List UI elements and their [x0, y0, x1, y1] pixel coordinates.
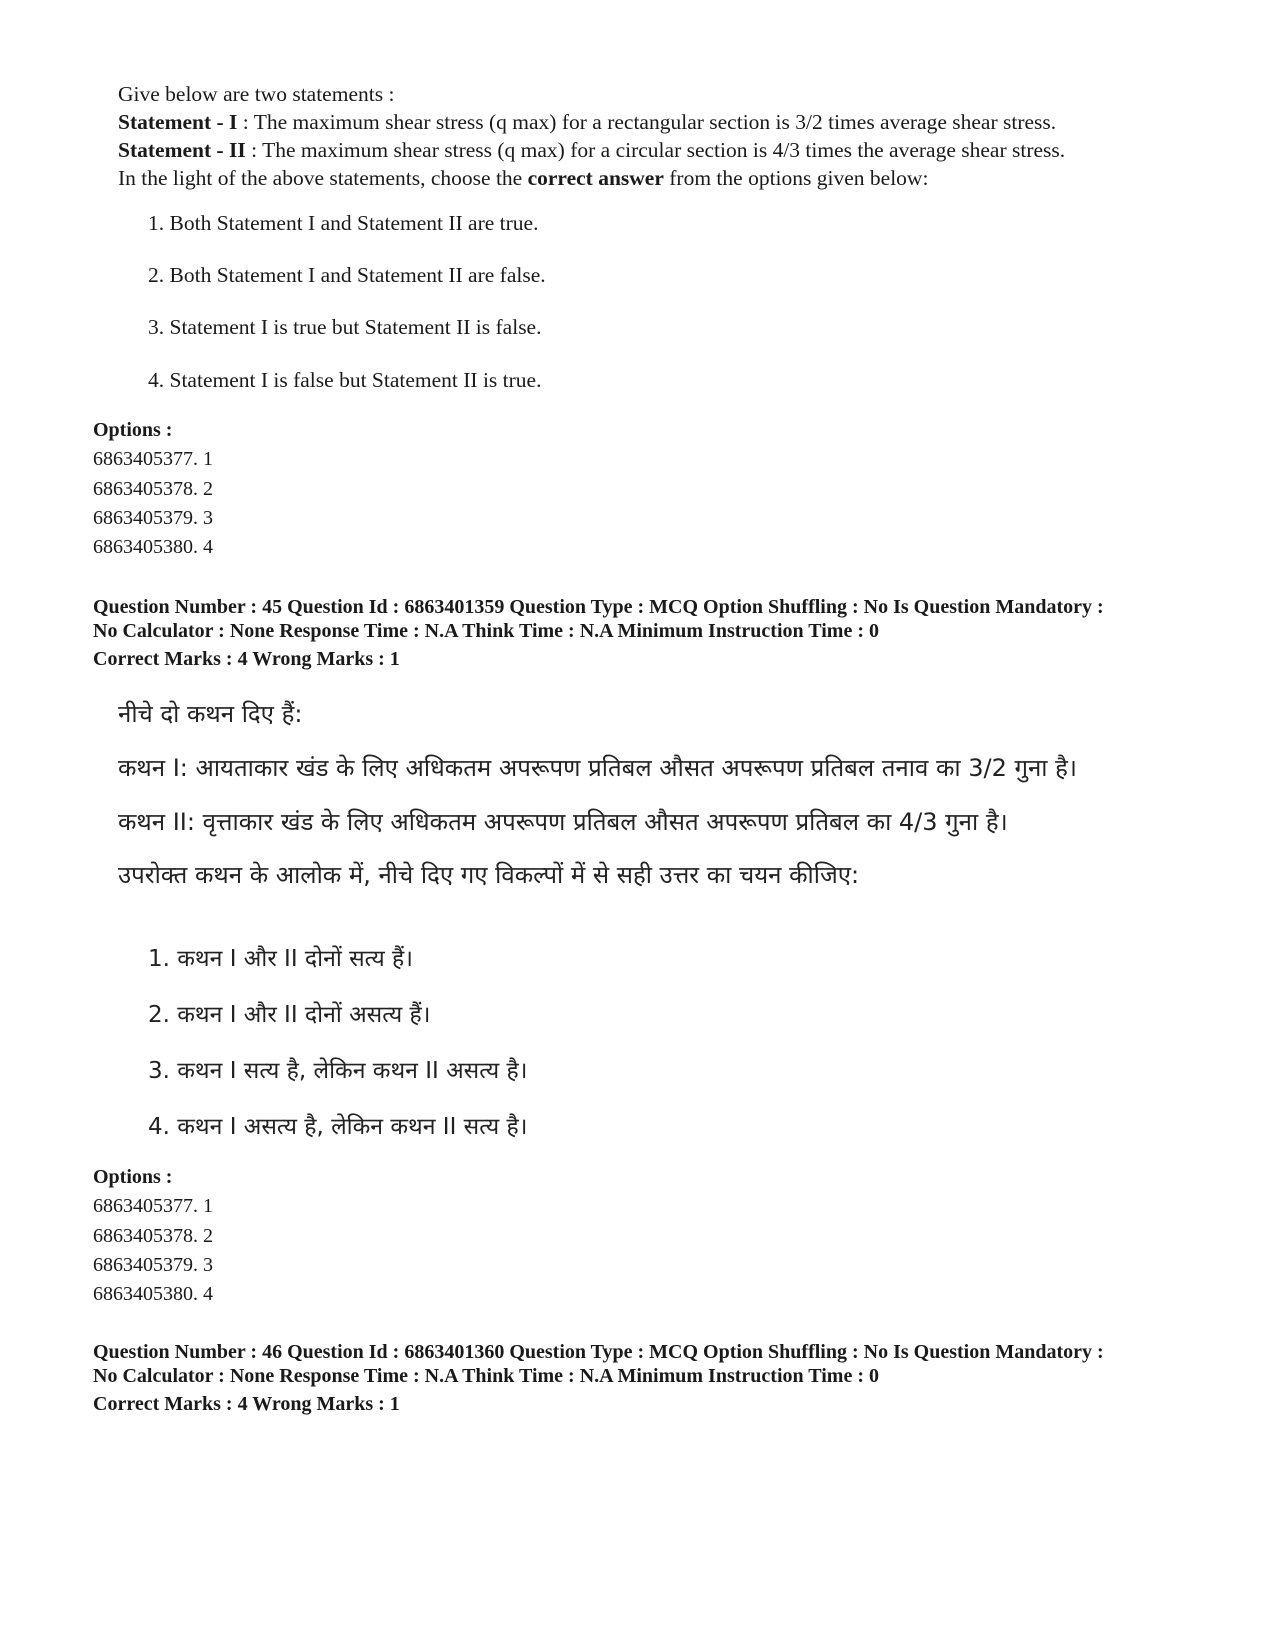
q46-meta-line-2: No Calculator : None Response Time : N.A Think Time : N.A Minimum Instruction Time : 0	[93, 1365, 879, 1387]
q45-option-3: 6863405379. 3	[93, 1253, 213, 1276]
q46-meta-line-1: Question Number : 46 Question Id : 6863401360 Question Type : MCQ Option Shuffling : No Is Question Mandatory :	[93, 1341, 1104, 1363]
q44-prompt-pre: In the light of the above statements, choose the	[118, 166, 528, 190]
q44-choice-3: 3. Statement I is true but Statement II is false.	[148, 315, 542, 339]
q44-prompt	[118, 164, 1065, 192]
q45-meta-line-2: No Calculator : None Response Time : N.A Think Time : N.A Minimum Instruction Time : 0	[93, 620, 879, 642]
q45-option-1: 6863405377. 1	[93, 1195, 213, 1218]
q45-hindi-choice-3: 3. कथन I सत्य है, लेकिन कथन II असत्य है।	[148, 1058, 528, 1084]
q45-meta-line-1: Question Number : 45 Question Id : 6863401359 Question Type : MCQ Option Shuffling : No Is Question Mandatory :	[93, 596, 1104, 618]
q45-hindi-choice-2: 2. कथन I और II दोनों असत्य हैं।	[148, 1002, 431, 1028]
q44-statement-2-text: : The maximum shear stress (q max) for a circular section is 4/3 times the average shear stress.	[245, 138, 1066, 162]
q44-statement-block	[118, 80, 1065, 192]
q44-option-1: 6863405377. 1	[93, 448, 213, 471]
q44-prompt-post: from the options given below:	[663, 166, 929, 190]
q45-options	[93, 1163, 213, 1309]
q44-options-title: Options :	[93, 419, 173, 441]
q46-metadata	[93, 1340, 1104, 1416]
q44-statement-1-text: : The maximum shear stress (q max) for a rectangular section is 3/2 times average shear stress.	[237, 110, 1057, 134]
q44-prompt-bold: correct answer	[527, 166, 664, 190]
q45-hindi-choice-4: 4. कथन I असत्य है, लेकिन कथन II सत्य है।	[148, 1114, 528, 1140]
q46-meta-line-3: Correct Marks : 4 Wrong Marks : 1	[93, 1393, 400, 1415]
q44-intro: Give below are two statements :	[118, 82, 395, 106]
q45-hindi-line-3: कथन II: वृत्ताकार खंड के लिए अधिकतम अपरूपण प्रतिबल औसत अपरूपण प्रतिबल का 4/3 गुना है।	[118, 808, 1008, 836]
q45-meta-line-3: Correct Marks : 4 Wrong Marks : 1	[93, 648, 400, 670]
q44-choice-1: 1. Both Statement I and Statement II are true.	[148, 211, 539, 235]
q45-hindi-line-4: उपरोक्त कथन के आलोक में, नीचे दिए गए विकल्पों में से सही उत्तर का चयन कीजिए:	[118, 861, 860, 889]
q44-statement-1-label: Statement - I	[118, 110, 238, 134]
q44-option-3: 6863405379. 3	[93, 506, 213, 529]
q45-metadata	[93, 595, 1104, 671]
q44-statement-1	[118, 108, 1065, 136]
q44-statement-2	[118, 136, 1065, 164]
q44-option-2: 6863405378. 2	[93, 477, 213, 500]
q45-option-4: 6863405380. 4	[93, 1283, 213, 1306]
q45-options-title: Options :	[93, 1166, 173, 1188]
q45-hindi-line-1: नीचे दो कथन दिए हैं:	[118, 700, 303, 728]
q45-hindi-line-2: कथन I: आयताकार खंड के लिए अधिकतम अपरूपण प्रतिबल औसत अपरूपण प्रतिबल तनाव का 3/2 गुना है।	[118, 754, 1077, 782]
q44-statement-2-label: Statement - II	[118, 138, 246, 162]
q45-hindi-choice-1: 1. कथन I और II दोनों सत्य हैं।	[148, 946, 413, 972]
q44-choice-2: 2. Both Statement I and Statement II are false.	[148, 263, 546, 287]
q44-choice-4: 4. Statement I is false but Statement II is true.	[148, 368, 542, 392]
q44-option-4: 6863405380. 4	[93, 536, 213, 559]
q45-option-2: 6863405378. 2	[93, 1224, 213, 1247]
q44-options	[93, 416, 213, 562]
